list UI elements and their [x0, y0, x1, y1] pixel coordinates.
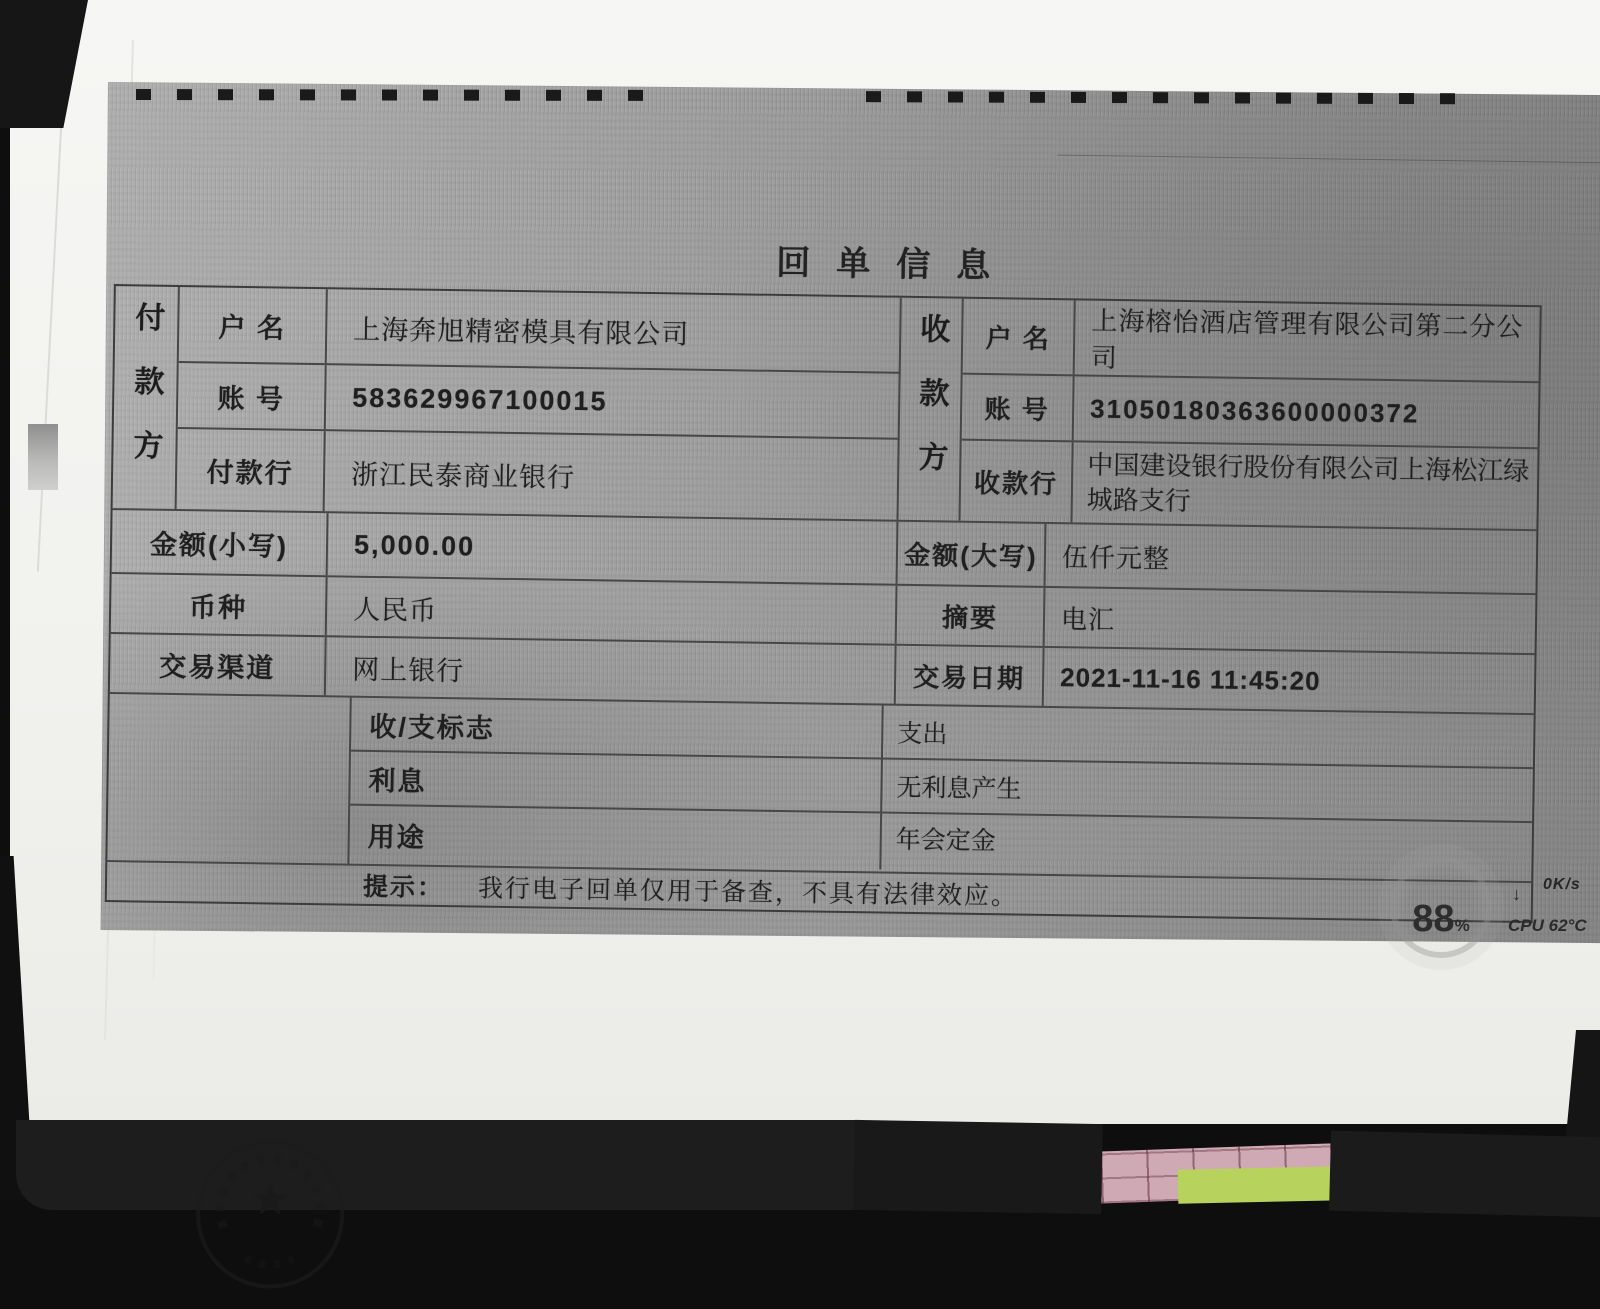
photocopy-area: [101, 82, 1600, 1225]
payer-name-row: [179, 287, 902, 374]
cut-off-text-fragment: [866, 91, 1458, 104]
inout-flag-label: 收/支标志: [351, 698, 884, 758]
receipt-table: [105, 284, 1542, 1225]
inout-flag-value: 支出: [897, 719, 948, 749]
payer-account-row: [178, 363, 901, 440]
interest-label: 利息: [350, 752, 883, 812]
amount-upper-value: 伍仟元整: [1061, 541, 1171, 574]
payer-account-value: 583629967100015: [352, 382, 608, 416]
currency-value: 人民币: [327, 577, 898, 643]
percent-sign: %: [1454, 916, 1470, 935]
currency-label: 币种: [111, 574, 328, 635]
payee-bank-row: [960, 441, 1537, 530]
date-label: 交易日期: [896, 646, 1045, 706]
payer-half: [113, 286, 902, 520]
seal-cell: [107, 694, 351, 1225]
payer-name-value: 上海奔旭精密模具有限公司: [353, 314, 690, 350]
notice-label: 提示：: [362, 872, 445, 903]
payee-account-label: 账 号: [962, 375, 1075, 441]
payee-name-row: [963, 299, 1540, 384]
payer-name-label: 户 名: [179, 287, 328, 363]
dark-bottom-bar-right: [1329, 1131, 1600, 1218]
payee-half: [898, 298, 1539, 529]
network-speed-text: 0K/s: [1543, 876, 1581, 893]
purpose-value: 年会定金: [895, 825, 996, 856]
payee-name-label: 户 名: [963, 299, 1076, 375]
interest-value: 无利息产生: [896, 773, 1022, 804]
notice-text: 我行电子回单仅用于备查，不具有法律效应。: [477, 874, 1019, 911]
download-arrow-icon: ↓: [1512, 884, 1521, 904]
seal-star-icon: ★: [250, 1175, 291, 1225]
payer-side-label: 付款方: [113, 286, 180, 509]
summary-label: 摘要: [897, 586, 1046, 646]
battery-percent-value: 88: [1412, 898, 1455, 940]
bank-seal: [195, 1139, 345, 1289]
purpose-label: 用途: [349, 806, 882, 870]
amount-lower-label: 金额(小写): [112, 510, 329, 575]
paper-crease: [1057, 155, 1600, 165]
dark-bottom-bar-left: [16, 1120, 862, 1210]
payee-account-row: [962, 375, 1539, 450]
payee-bank-label: 收款行: [960, 441, 1073, 523]
payee-bank-value: 中国建设银行股份有限公司上海松江绿城路支行: [1086, 449, 1530, 517]
amount-upper-label: 金额(大写): [898, 522, 1047, 586]
channel-label: 交易渠道: [110, 634, 327, 695]
summary-value: 电汇: [1060, 603, 1116, 635]
dark-bottom-bar-middle: [853, 1120, 1103, 1214]
battery-overlay-circle: [1390, 856, 1492, 958]
amount-lower-value: 5,000.00: [328, 513, 899, 583]
green-paper: [1178, 1166, 1344, 1203]
payer-bank-row: [177, 429, 900, 520]
payee-name-value: 上海榕怡酒店管理有限公司第二分公司: [1090, 305, 1524, 373]
cut-off-text-fragment: [136, 89, 651, 101]
paper-tab: [28, 424, 58, 490]
date-value: 2021-11-16 11:45:20: [1059, 661, 1321, 696]
cpu-temp-text: CPU 62°C: [1508, 916, 1587, 935]
receipt-title: 回单信息: [776, 243, 1017, 286]
payer-bank-label: 付款行: [177, 429, 326, 511]
channel-value: 网上银行: [326, 637, 897, 703]
payee-side-label: 收款方: [898, 298, 963, 521]
party-section: [113, 286, 1540, 531]
payer-bank-value: 浙江民泰商业银行: [350, 459, 576, 493]
payee-account-value: 31050180363600000372: [1089, 393, 1420, 428]
payer-account-label: 账 号: [178, 363, 327, 429]
